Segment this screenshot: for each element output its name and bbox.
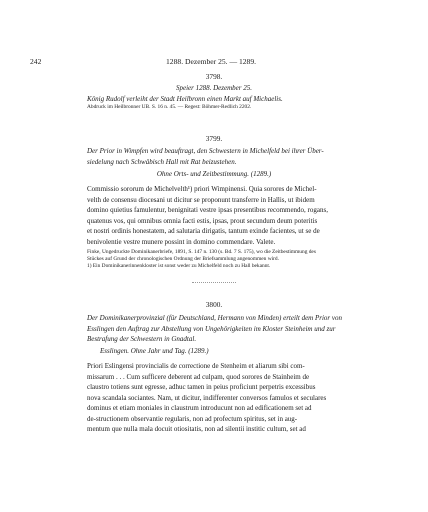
body-line: et nostri ordinis honestatem, ad salutaria dirigatis, tantum exinde facientes, ut se de	[87, 227, 320, 235]
entry-body	[87, 361, 372, 435]
note-line: Stückes auf Grund der chronologischen Ordnung der Briefsammlung angenommen wird.	[87, 256, 279, 263]
entry-note	[87, 249, 372, 271]
body-line: Commissio sororum de Michelvelth¹) priori Wimpinensi. Quia sorores de Michel-	[87, 185, 317, 193]
entry-number: 3799.	[205, 134, 223, 143]
body-line: quatenus vos, qui omnibus omnia facti estis, ipsas, prout secundum deum poteritis	[87, 216, 318, 225]
summary-line: Esslingen den Auftrag zur Abstellung von Ungehörigkeiten im Kloster Steinheim und zur	[87, 324, 336, 333]
section-divider	[192, 282, 236, 283]
note-line: Finke, Ungedruckte Dominikanerbriefe, 1891, S. 147 n. 130 (s. Bd. 7 S. 175), wo die Zeitbestimmung des	[87, 249, 316, 255]
summary-line: siedelung nach Schwäbisch Hall mit Rat beizustehen.	[87, 157, 237, 166]
entry-number: 3798.	[205, 72, 223, 81]
page-number: 242	[30, 57, 42, 66]
entry-source: Abdruck im Heilbronner UB. S. 16 n. 45. — Regest: Böhmer-Redlich 2202.	[87, 104, 252, 110]
summary-line: Bestrafung der Schwestern in Gnadtal.	[87, 335, 197, 343]
entry-dateline: Ohne Orts- und Zeitbestimmung. (1289.)	[156, 170, 272, 178]
body-line: benivolentie vestre munere possint in domino commendare. Valete.	[87, 237, 276, 246]
entry-body	[87, 184, 372, 247]
body-line: nova scandala sociantes. Nam, ut dicitur, indifferenter conversos famulos et seculares	[87, 393, 327, 402]
summary-line: Der Dominikanerprovinzial (für Deutschland, Hermann von Minden) erteilt dem Prior von	[87, 314, 343, 322]
body-line: missarum . . . Cum sufficere deberent ad culpam, quod sorores de Stainheim de	[87, 372, 310, 381]
entry-summary: König Rudolf verleiht der Stadt Heilbronn einen Markt auf Michaelis.	[87, 95, 283, 103]
body-line: velth de consensu diocesani ut dicitur se proponunt transferre in Hallis, ut ibidem	[87, 195, 315, 204]
body-line: domino quietius famulentur, benignitati vestre ipsas presentibus recommendo, rogans,	[87, 206, 328, 214]
body-line: claustro totiens sunt egresse, adhuc tamen in peius proficiunt perpetris excessibus	[87, 383, 316, 391]
entry-summary	[87, 146, 372, 167]
summary-line: Der Prior in Wimpfen wird beauftragt, den Schwestern in Michelfeld bei ihrer Über-	[87, 147, 324, 155]
body-line: dominus et etiam moniales in claustrum introducunt non ad edificationem set ad	[87, 404, 312, 412]
entry-place-date: Speier 1288. Dezember 25.	[175, 84, 252, 92]
body-line: de-structionem observantie regularis, non ad profectum spiritus, set in aug-	[87, 414, 298, 423]
running-title: 1288. Dezember 25. — 1289.	[166, 57, 257, 66]
footnote: 1) Ein Dominikanerinnenkloster ist sonst weder zu Michelfeld noch zu Hall bekannt.	[87, 263, 271, 270]
body-line: mentum que nulla mala docuit otiositatis, non ad silentii institic cultum, set ad	[87, 425, 306, 433]
entry-summary	[87, 313, 372, 345]
body-line: Priori Eslingensi provincialis de correctione de Stenheim et aliarum sibi com-	[87, 362, 305, 370]
entry-number: 3800.	[205, 300, 223, 309]
entry-dateline: Esslingen. Ohne Jahr und Tag. (1289.)	[100, 347, 209, 355]
